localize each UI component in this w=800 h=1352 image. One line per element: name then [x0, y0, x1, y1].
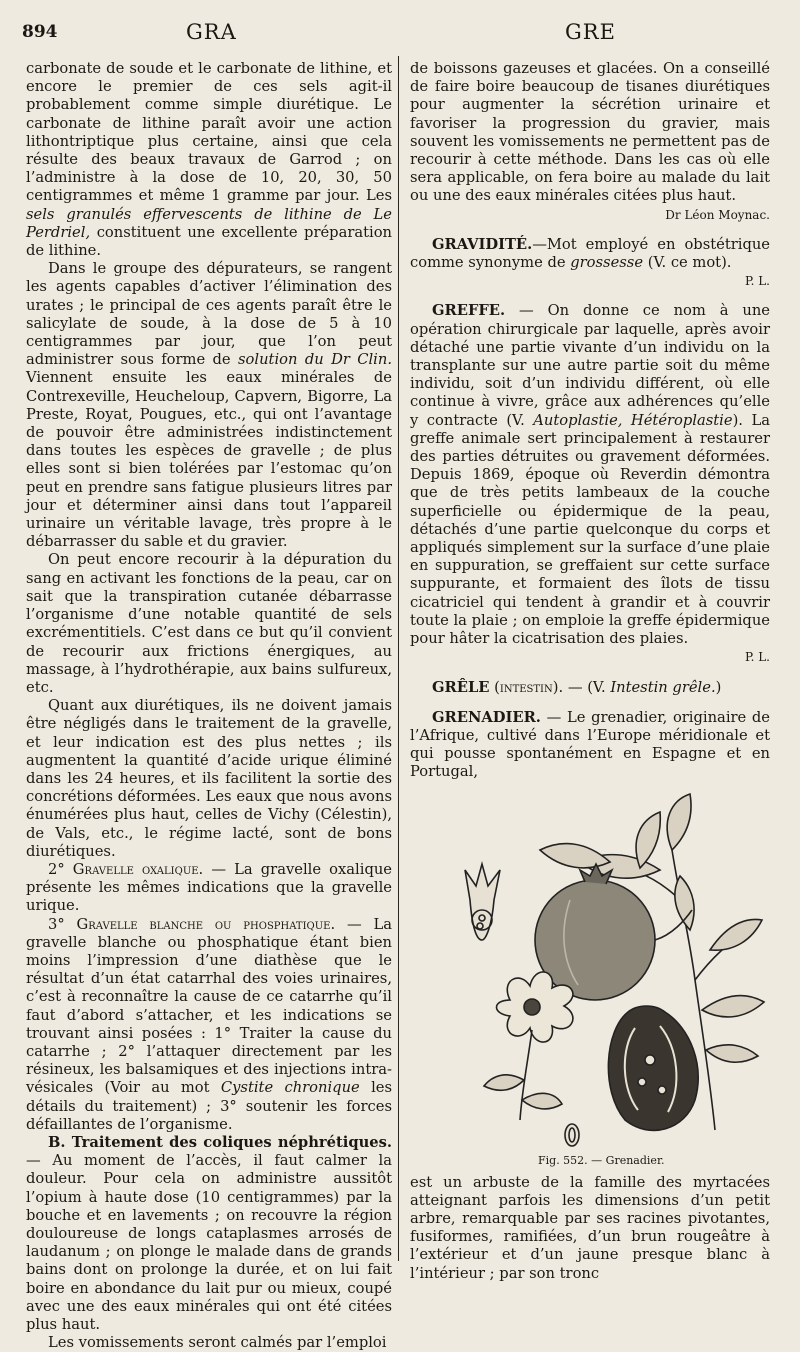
figure-caption: Fig. 552. — Grenadier. — [538, 1153, 665, 1167]
entry-grele: GRÊLE (intestin). — (V. Intestin grêle.) — [432, 678, 722, 696]
paragraph: 2° Gravelle oxalique. — La gravelle oxalique présente les mêmes indications que la gravelle urique. — [26, 860, 392, 915]
running-head-left: GRA — [186, 20, 237, 44]
right-column — [410, 60, 770, 1283]
figure-grenadier — [410, 790, 770, 1170]
pomegranate-illustration — [410, 790, 770, 1150]
page-number: 894 — [22, 22, 58, 42]
column-divider — [398, 56, 399, 1261]
running-head-right: GRE — [565, 20, 616, 44]
running-header — [0, 20, 800, 46]
signature: Dr Léon Moynac. — [665, 207, 770, 222]
paragraph: 3° Gravelle blanche ou phosphatique. — La gravelle blanche ou phosphatique étant bien moins l’impression d’une diathèse que le résultat d’un état catarrhal des voies urinaires, c’est à reconnaître la cause de ce catarrhe qu’il faut d’abord s’attacher, et les indications se trouvant ainsi posées : 1° Traiter la cause du catarrhe ; 2° l’attaquer directement par les résineux, les balsamiques et des injections intra-vésicales (Voir au mot Cystite chronique les détails du traitement) ; 3° soutenir les forces défaillantes de l’organisme. — [26, 915, 392, 1133]
left-column — [26, 60, 392, 1352]
paragraph: Les vomissements seront calmés par l’emploi — [48, 1334, 387, 1352]
entry-greffe: GREFFE. — On donne ce nom à une opération chirurgicale par laquelle, après avoir détaché une partie vivante d’un individu on la transplante sur une autre partie soit du même individu, soit d’un individu différent, où elle continue à vivre, grâce aux adhérences qu’elle y contracte (V. Autoplastie, Hétéroplastie). La greffe animale sert principalement à restaurer des parties détruites ou gravement déformées. Depuis 1869, époque où Reverdin démontra que de très petits lambeaux de la couche superficielle ou épidermique de la peau, détachés d’une partie quelconque du corps et appliqués simplement sur la surface d’une plaie en suppuration, se greffaient sur cette surface suppurante, et formaient des îlots de tissu cicatriciel qui tendent à grandir et à couvrir toute la plaie ; on emploie la greffe épidermique pour hâter la cicatrisation des plaies. — [410, 302, 770, 648]
signature: P. L. — [744, 650, 770, 665]
paragraph: Quant aux diurétiques, ils ne doivent jamais être négligés dans le traitement de la gravelle, et leur indication est des plus nettes ; ils augmentent la quantité d’acide urique éliminé dans les 24 heures, et ils facilitent la sortie des concrétions déformées. Les eaux que nous avons énumérées plus haut, celles de Vichy (Célestin), de Vals, etc., le régime lacté, sont de bons diurétiques. — [26, 697, 392, 860]
entry-grenadier: GRENADIER. — Le grenadier, originaire de l’Afrique, cultivé dans l’Europe méridionale et qui pousse spontanément en Espagne et en Portugal, — [410, 708, 771, 781]
paragraph: est un arbuste de la famille des myrtacées atteignant parfois les dimensions d’un petit arbre, remarquable par ses racines pivotantes, fusiformes, ramifiées, d’un brun rougeâtre à l’extérieur et d’un jaune presque blanc à l’intérieur ; par son tronc — [410, 1173, 770, 1282]
entry-gravidite: GRAVIDITÉ.—Mot employé en obstétrique comme synonyme de grossesse (V. ce mot). — [410, 235, 770, 272]
signature: P. L. — [744, 274, 770, 289]
paragraph: carbonate de soude et le carbonate de lithine, et encore le premier de ces sels agit-il probablement comme simple diurétique. Le carbonate de lithine paraît avoir une action lithontriptique plus certaine, ainsi que cela résulte des beaux travaux de Garrod ; on l’administre à la dose de 10, 20, 30, 50 centigrammes et même 1 gramme par jour. Les sels granulés effervescents de lithine de Le Perdriel, constituent une excellente préparation de lithine. — [26, 60, 393, 260]
paragraph: de boissons gazeuses et glacées. On a conseillé de faire boire beaucoup de tisanes diurétiques pour augmenter la sécrétion urinaire et favoriser la progression du gravier, mais souvent les vomissements ne permettent pas de recourir à cette méthode. Dans les cas où elle sera applicable, on fera boire au malade du lait ou une des eaux minérales citées plus haut. — [410, 60, 770, 205]
paragraph: B. Traitement des coliques néphrétiques. — Au moment de l’accès, il faut calmer la douleur. Pour cela on administre aussitôt l’opium à haute dose (10 centigrammes) par la bouche et en lavements ; on recouvre la région douloureuse de longs cataplasmes arrosés de laudanum ; on plonge le malade dans de grands bains dont on prolonge la durée, et on lui fait boire en abondance du lait pur ou mieux, coupé avec une des eaux minérales qui ont été citées plus haut. — [26, 1133, 392, 1334]
paragraph: Dans le groupe des dépurateurs, se rangent les agents capables d’activer l’élimination des urates ; le principal de ces agents paraît être le salicylate de soude, à la dose de 5 à 10 centigrammes par jour, que l’on peut administrer sous forme de solution du Dr Clin. Viennent ensuite les eaux minérales de Contrexeville, Heucheloup, Capvern, Bigorre, La Preste, Royat, Pougues, etc., qui ont l’avantage de pouvoir être administrées indistinctement dans toutes les espèces de gravelle ; de plus elles sont si bien tolérées par l’estomac qu’on peut en prendre sans fatigue plusieurs litres par jour et déterminer ainsi dans tout l’appareil urinaire un véritable lavage, très propre à le débarrasser du sable et du gravier. — [26, 260, 392, 551]
paragraph: On peut encore recourir à la dépuration du sang en activant les fonctions de la peau, car on sait que la transpiration cutanée débarrasse l’organisme d’une notable quantité de sels excrémentitiels. C’est dans ce but qu’il convient de recourir aux frictions énergiques, au massage, à l’hydrothérapie, aux bains sulfureux, etc. — [26, 551, 392, 696]
